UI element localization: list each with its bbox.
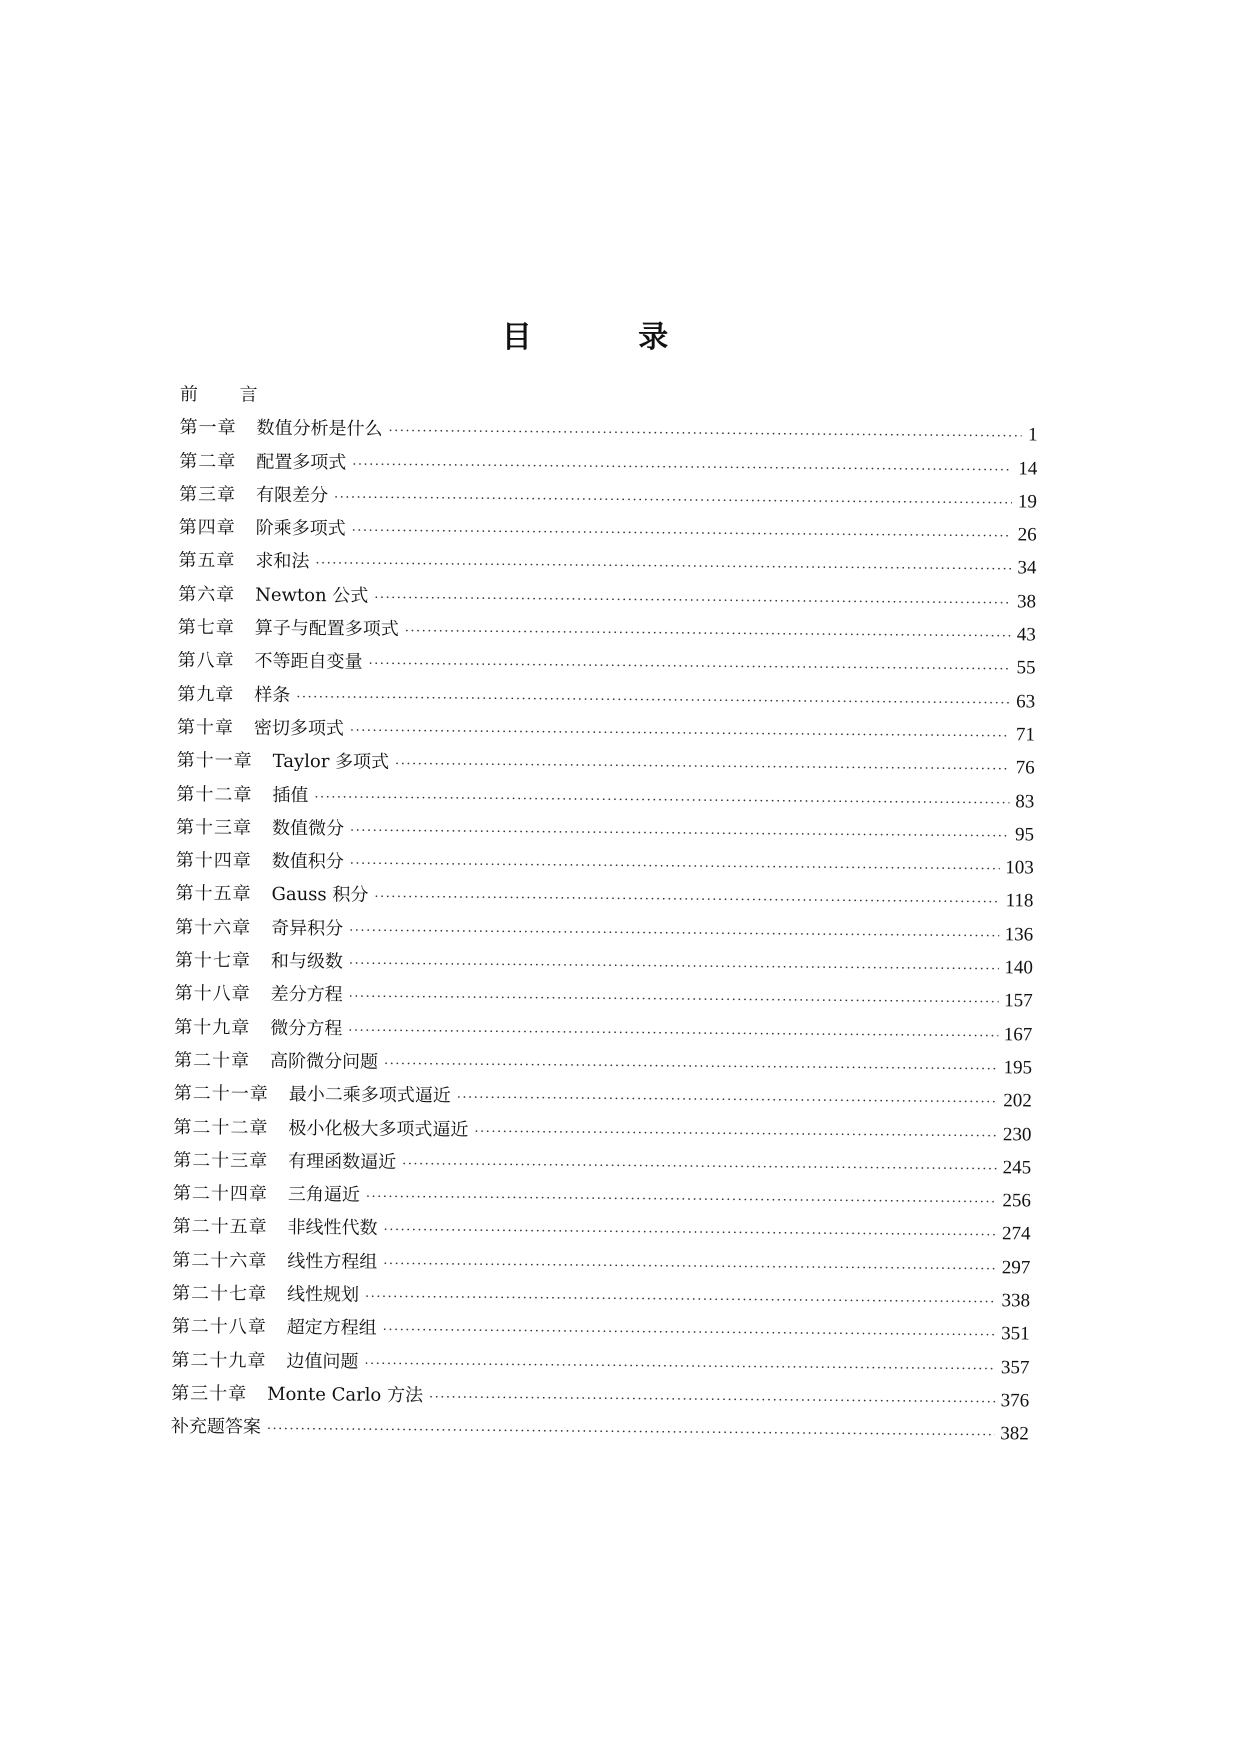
chapter-title: 极小化极大多项式逼近 (288, 1117, 469, 1141)
dot-leader (366, 1190, 997, 1211)
chapter-title: 数值微分 (272, 817, 345, 840)
page-number: 256 (1002, 1190, 1031, 1212)
chapter-title: Monte Carlo 方法 (267, 1383, 424, 1407)
page-number: 140 (1004, 957, 1033, 979)
page-number: 157 (1004, 990, 1033, 1012)
chapter-label: 第二十六章 (172, 1249, 268, 1272)
page-number: 195 (1003, 1057, 1033, 1079)
page-number: 14 (1018, 457, 1038, 480)
page-number: 376 (1000, 1390, 1030, 1412)
dot-leader (383, 1257, 996, 1277)
chapter-title: 算子与配置多项式 (254, 617, 399, 640)
page-number: 76 (1015, 757, 1035, 779)
dot-leader (315, 557, 1011, 578)
dot-leader (350, 823, 1009, 844)
chapter-title: Gauss 积分 (271, 884, 369, 907)
preface-label: 前 言 (179, 383, 276, 406)
page-number: 118 (1005, 890, 1034, 912)
chapter-label: 第十四章 (175, 850, 252, 872)
chapter-label: 第三十章 (171, 1382, 248, 1405)
chapter-label: 第七章 (177, 617, 235, 639)
chapter-label: 第十章 (176, 716, 235, 739)
dot-leader (374, 890, 999, 910)
chapter-title: 微分方程 (270, 1017, 343, 1040)
chapter-title: 阶乘多项式 (255, 517, 346, 540)
chapter-title: 线性方程组 (287, 1250, 378, 1273)
chapter-label: 第十三章 (176, 816, 253, 839)
dot-leader (349, 990, 999, 1011)
dot-leader (457, 1091, 998, 1111)
chapter-label: 第二十七章 (171, 1282, 268, 1305)
chapter-title: 奇异积分 (271, 917, 344, 940)
chapter-title: 数值积分 (271, 850, 344, 873)
dot-leader (349, 923, 999, 944)
page-number: 34 (1017, 557, 1037, 579)
chapter-label: 第三章 (178, 483, 237, 506)
chapter-label: 第十五章 (175, 883, 252, 906)
chapter-title: 不等距自变量 (254, 651, 363, 673)
dot-leader (374, 590, 1011, 611)
dot-leader (296, 690, 1010, 711)
chapter-title: 配置多项式 (256, 451, 347, 474)
chapter-label: 第五章 (178, 550, 236, 572)
chapter-label: 第二十一章 (173, 1083, 269, 1106)
dot-leader (474, 1124, 997, 1144)
dot-leader (352, 524, 1012, 545)
page-number: 202 (1003, 1090, 1032, 1112)
chapter-label: 第一章 (179, 417, 237, 439)
table-of-contents (171, 380, 1038, 1453)
chapter-label: 第十七章 (174, 950, 252, 972)
page-number: 351 (1001, 1323, 1030, 1345)
page-number: 71 (1015, 724, 1036, 746)
chapter-title: 样条 (254, 684, 291, 706)
page-number: 55 (1016, 657, 1036, 679)
dot-leader (368, 657, 1010, 678)
chapter-label: 第二十三章 (173, 1149, 269, 1172)
page-number: 245 (1002, 1157, 1032, 1179)
dot-leader (364, 1356, 995, 1377)
dot-leader (383, 1323, 996, 1343)
chapter-title: 有理函数逼近 (288, 1150, 397, 1173)
page-number: 38 (1017, 591, 1037, 613)
chapter-label: 第八章 (177, 650, 235, 672)
page-number: 297 (1001, 1256, 1031, 1279)
dot-leader (352, 457, 1012, 478)
page-number: 230 (1002, 1123, 1032, 1145)
chapter-title: Newton 公式 (255, 584, 369, 607)
chapter-label: 第十八章 (174, 983, 251, 1005)
chapter-label: 第二章 (179, 450, 237, 473)
page-title: 目 录 (501, 320, 717, 355)
page-number: 338 (1001, 1290, 1031, 1312)
chapter-title: 和与级数 (270, 950, 344, 973)
dot-leader (384, 1223, 997, 1243)
toc-entry[interactable] (171, 1412, 1029, 1453)
page-number: 95 (1014, 824, 1035, 846)
dot-leader (405, 624, 1011, 644)
page-number: 63 (1016, 690, 1036, 713)
chapter-title: 差分方程 (270, 984, 343, 1006)
chapter-label: 第二十九章 (171, 1349, 267, 1372)
chapter-label: 第四章 (178, 517, 236, 539)
page-number: 43 (1016, 624, 1036, 646)
chapter-title: 三角逼近 (287, 1184, 360, 1206)
dot-leader (395, 757, 1010, 777)
dot-leader (350, 723, 1010, 744)
chapter-title: 线性规划 (286, 1283, 360, 1306)
page-number: 1 (1027, 424, 1038, 446)
chapter-label: 第九章 (177, 683, 235, 706)
dot-leader (388, 424, 1021, 445)
chapter-title: 超定方程组 (286, 1317, 377, 1340)
page-number: 274 (1001, 1223, 1031, 1245)
page-number: 357 (1000, 1356, 1030, 1379)
chapter-label: 第二十四章 (172, 1183, 268, 1205)
chapter-title: 求和法 (255, 551, 310, 573)
chapter-label: 第六章 (178, 583, 236, 606)
chapter-title: Taylor 多项式 (272, 751, 390, 774)
chapter-label: 第二十章 (173, 1049, 251, 1072)
page-number: 19 (1017, 491, 1038, 513)
chapter-title: 插值 (272, 784, 309, 806)
page-number: 382 (1000, 1423, 1029, 1445)
dot-leader (429, 1390, 995, 1410)
chapter-label: 第十六章 (175, 916, 252, 939)
chapter-title: 补充题答案 (170, 1416, 261, 1438)
page-number: 83 (1015, 790, 1035, 813)
dot-leader (314, 790, 1009, 811)
page-number: 103 (1005, 857, 1034, 879)
chapter-title: 有限差分 (255, 484, 329, 507)
chapter-label: 第十二章 (176, 783, 253, 806)
dot-leader (267, 1422, 995, 1443)
chapter-label: 第二十二章 (173, 1116, 269, 1139)
page-number: 26 (1017, 524, 1037, 546)
dot-leader (350, 857, 1000, 878)
dot-leader (384, 1057, 998, 1077)
dot-leader (365, 1290, 996, 1311)
chapter-label: 第二十八章 (171, 1316, 267, 1339)
dot-leader (348, 1023, 998, 1044)
chapter-title: 密切多项式 (253, 717, 345, 740)
page-number: 136 (1004, 923, 1034, 946)
dot-leader (349, 957, 999, 978)
chapter-title: 数值分析是什么 (256, 417, 383, 441)
dot-leader (334, 490, 1012, 511)
chapter-title: 高阶微分问题 (269, 1050, 379, 1073)
page-number: 167 (1003, 1023, 1033, 1046)
chapter-label: 第十一章 (176, 750, 253, 772)
chapter-label: 第二十五章 (172, 1216, 268, 1239)
chapter-title: 边值问题 (286, 1350, 359, 1373)
dot-leader (402, 1157, 997, 1177)
chapter-title: 非线性代数 (287, 1217, 378, 1240)
chapter-title: 最小二乘多项式逼近 (288, 1084, 451, 1107)
chapter-label: 第十九章 (174, 1016, 251, 1039)
